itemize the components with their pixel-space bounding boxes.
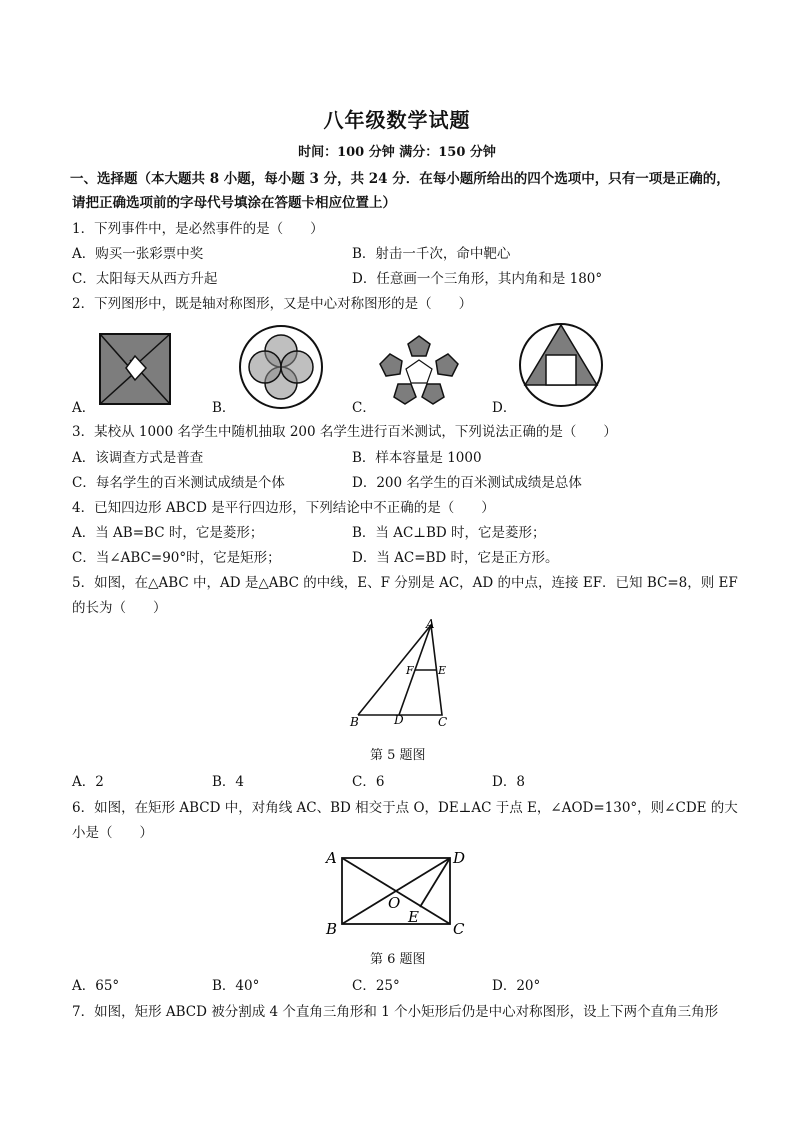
q2-figure-a — [98, 332, 172, 406]
section-heading-cont: 请把正确选项前的字母代号填涂在答题卡相应位置上） — [72, 195, 396, 211]
q5-label-a: A — [426, 617, 435, 631]
q5-label-e: E — [438, 664, 447, 677]
q6-option-b: B．40° — [212, 978, 260, 994]
q1-stem: 1．下列事件中，是必然事件的是（ ） — [72, 221, 324, 237]
q3-option-a: A．该调查方式是普查 — [72, 450, 204, 466]
q5-option-b: B．4 — [212, 774, 245, 790]
q6-label-o: O — [388, 894, 401, 912]
q6-label-a: A — [326, 849, 337, 867]
q4-option-b: B．当 AC⊥BD 时，它是菱形； — [352, 525, 546, 541]
q3-option-c: C．每名学生的百米测试成绩是个体 — [72, 475, 285, 491]
page-title: 八年级数学试题 — [323, 108, 471, 132]
q6-label-d: D — [453, 849, 466, 867]
q6-option-a: A．65° — [72, 978, 120, 994]
section-heading: 一、选择题（本大题共 8 小题，每小题 3 分，共 24 分．在每小题所给出的四个选项中，只有一项是正确的， — [70, 171, 730, 187]
q6-label-b: B — [326, 920, 338, 938]
q4-option-a: A．当 AB=BC 时，它是菱形； — [72, 525, 264, 541]
q2-option-b: B． — [212, 400, 236, 416]
q2-figure-c — [378, 334, 460, 406]
q1-option-c: C．太阳每天从西方升起 — [72, 271, 218, 287]
q2-stem: 2．下列图形中，既是轴对称图形，又是中心对称图形的是（ ） — [72, 296, 473, 312]
q2-figure-b — [238, 324, 324, 410]
q5-stem: 5．如图，在△ABC 中，AD 是△ABC 的中线，E、F 分别是 AC，AD 的中点，连接 EF．已知 BC=8，则 EF — [72, 575, 738, 591]
q6-option-d: D．20° — [492, 978, 541, 994]
q5-option-a: A．2 — [72, 774, 104, 790]
q3-stem: 3．某校从 1000 名学生中随机抽取 200 名学生进行百米测试，下列说法正确的是（ ） — [72, 424, 617, 440]
q4-stem: 4．已知四边形 ABCD 是平行四边形，下列结论中不正确的是（ ） — [72, 500, 495, 516]
q1-option-b: B．射击一千次，命中靶心 — [352, 246, 511, 262]
q1-option-d: D．任意画一个三角形，其内角和是 180° — [352, 271, 603, 287]
q2-option-a: A． — [72, 400, 96, 416]
q6-stem-cont: 小是（ ） — [72, 825, 153, 841]
q6-label-c: C — [453, 920, 465, 938]
q6-caption: 第 6 题图 — [370, 952, 426, 967]
q2-figure-d — [518, 322, 604, 408]
q5-option-d: D．8 — [492, 774, 525, 790]
q4-option-d: D．当 AC=BD 时，它是正方形。 — [352, 550, 559, 566]
q5-label-f: F — [406, 664, 414, 677]
q3-option-d: D．200 名学生的百米测试成绩是总体 — [352, 475, 582, 491]
q3-option-b: B．样本容量是 1000 — [352, 450, 482, 466]
q1-option-a: A．购买一张彩票中奖 — [72, 246, 204, 262]
q6-option-c: C．25° — [352, 978, 400, 994]
q5-triangle-figure — [340, 616, 460, 732]
q5-caption: 第 5 题图 — [370, 748, 426, 763]
q5-stem-cont: 的长为（ ） — [72, 600, 167, 616]
q6-stem: 6．如图，在矩形 ABCD 中，对角线 AC、BD 相交于点 O，DE⊥AC 于点 E，∠AOD=130°，则∠CDE 的大 — [72, 800, 738, 816]
q2-option-d: D． — [492, 400, 517, 416]
exam-info: 时间：100 分钟 满分：150 分钟 — [298, 145, 496, 160]
q2-option-c: C． — [352, 400, 376, 416]
q5-label-d: D — [394, 713, 404, 727]
q5-option-c: C．6 — [352, 774, 385, 790]
q6-label-e: E — [408, 908, 419, 926]
q6-rectangle-figure — [322, 846, 470, 938]
q7-stem: 7．如图，矩形 ABCD 被分割成 4 个直角三角形和 1 个小矩形后仍是中心对称图形，设上下两个直角三角形 — [72, 1004, 719, 1020]
q5-label-b: B — [350, 715, 359, 729]
q5-label-c: C — [438, 715, 448, 729]
q4-option-c: C．当∠ABC=90°时，它是矩形； — [72, 550, 281, 566]
